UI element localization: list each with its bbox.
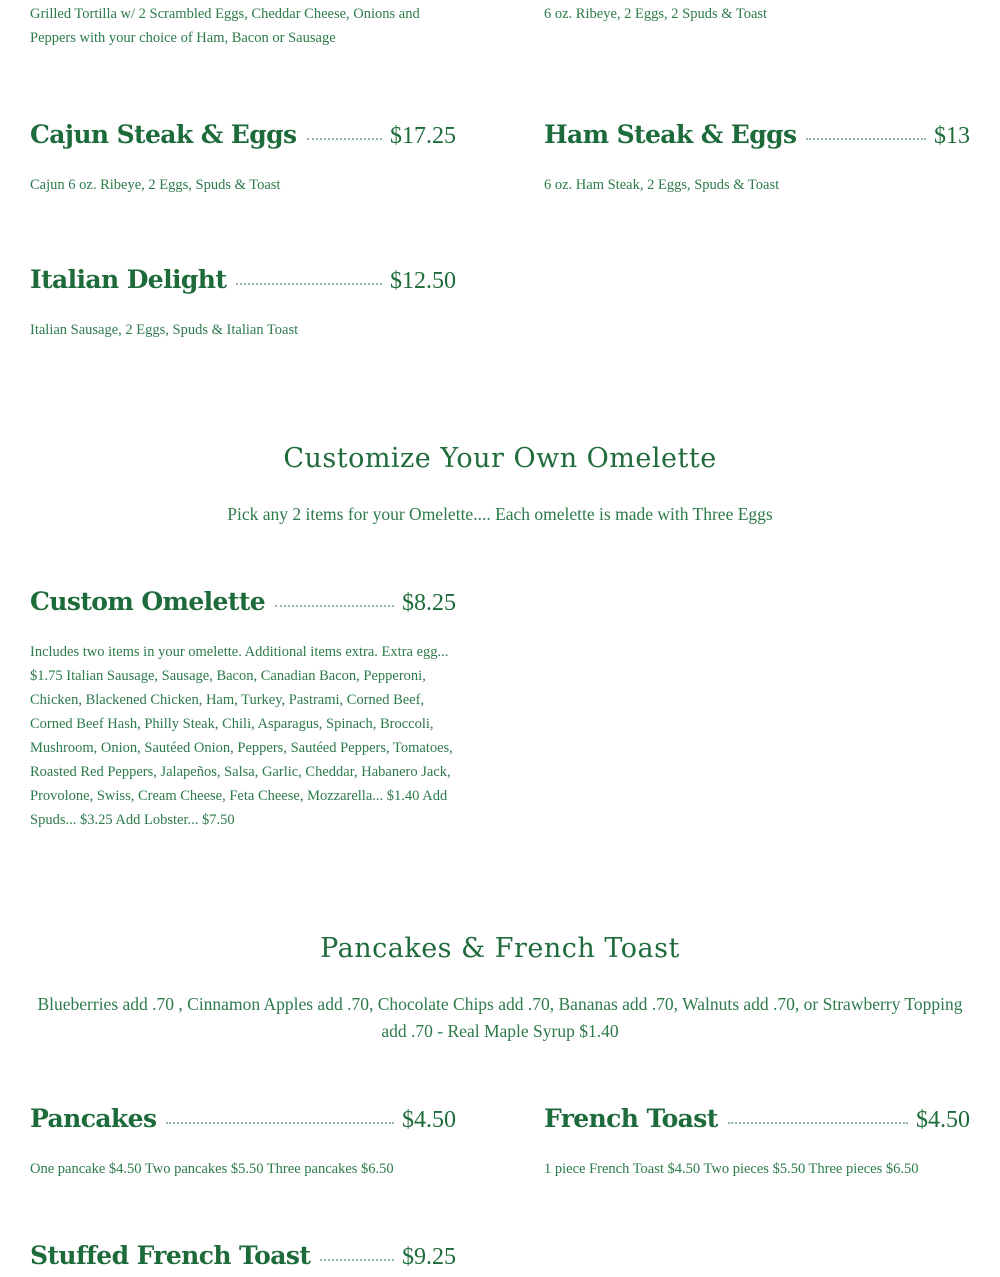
menu-item-name: Cajun Steak & Eggs (30, 120, 297, 149)
menu-item-name: Ham Steak & Eggs (544, 120, 797, 149)
menu-item-name: Pancakes (30, 1104, 157, 1133)
menu-item-price: $13 (934, 123, 970, 149)
menu-item-description: Italian Sausage, 2 Eggs, Spuds & Italian Toast (30, 322, 299, 338)
menu-item-description: 6 oz. Ribeye, 2 Eggs, 2 Spuds & Toast (544, 6, 768, 22)
menu-item-custom-omelette (30, 587, 456, 832)
dotted-leader (236, 283, 382, 285)
menu-item-price: $4.50 (402, 1107, 456, 1133)
dotted-leader (728, 1122, 908, 1124)
menu-item-pancakes (30, 1104, 456, 1181)
menu-item-description: 6 oz. Ham Steak, 2 Eggs, Spuds & Toast (544, 177, 780, 193)
section-subtitle-omelette: Pick any 2 items for your Omelette.... Each omelette is made with Three Eggs (227, 504, 773, 524)
menu-item-name: Custom Omelette (30, 587, 266, 616)
menu-item-description: 1 piece French Toast $4.50 Two pieces $5.50 Three pieces $6.50 (544, 1161, 919, 1177)
menu-item-description: Grilled Tortilla w/ 2 Scrambled Eggs, Cheddar Cheese, Onions and Peppers with your choice of Ham, Bacon or Sausage (30, 6, 420, 46)
menu-item-name: Stuffed French Toast (30, 1241, 311, 1270)
menu-item-french-toast (544, 1104, 970, 1181)
menu-item-name: French Toast (544, 1104, 718, 1133)
section-subtitle-pancakes: Blueberries add .70 , Cinnamon Apples add .70, Chocolate Chips add .70, Bananas add .70, Walnuts add .70, or Strawberry Topping add .70 - Real Maple Syrup $1.40 (37, 994, 963, 1041)
dotted-leader (275, 605, 394, 607)
section-title-pancakes: Pancakes & French Toast (320, 933, 680, 964)
menu-item-cajun-steak-eggs (30, 120, 456, 197)
menu-item-price: $8.25 (402, 590, 456, 616)
menu-item-price: $4.50 (916, 1107, 970, 1133)
menu-item-stuffed-french-toast (30, 1241, 456, 1277)
dotted-leader (166, 1122, 394, 1124)
menu-item-description: One pancake $4.50 Two pancakes $5.50 Three pancakes $6.50 (30, 1161, 394, 1177)
dotted-leader (320, 1259, 394, 1261)
menu-item-ham-steak-eggs (544, 120, 970, 197)
menu-item-description: Cajun 6 oz. Ribeye, 2 Eggs, Spuds & Toast (30, 177, 281, 193)
menu-item-name: Italian Delight (30, 265, 227, 294)
dotted-leader (806, 138, 926, 140)
menu-item-price: $12.50 (390, 268, 456, 294)
menu-item-price: $9.25 (402, 1244, 456, 1270)
menu-item-description: Includes two items in your omelette. Additional items extra. Extra egg... $1.75 Italian Sausage, Sausage, Bacon, Canadian Bacon, Pepperoni, Chicken, Blackened Chicken, Ham, Turkey, Pastrami, Corned Beef, Corned Beef Hash, Philly Steak, Chili, Asparagus, Spinach, Broccoli, Mushroom, Onion, Sautéed Onion, Peppers, Sautéed Peppers, Tomatoes, Roasted Red Peppers, Jalapeños, Salsa, Garlic, Cheddar, Habanero Jack, Provolone, Swiss, Cream Cheese, Feta Cheese, Mozzarella... $1.40 Add Spuds... $3.25 Add Lobster... $7.50 (30, 644, 453, 828)
menu-item-italian-delight (30, 265, 456, 342)
section-title-omelette: Customize Your Own Omelette (283, 443, 717, 474)
dotted-leader (307, 138, 383, 140)
menu-item-price: $17.25 (390, 123, 456, 149)
